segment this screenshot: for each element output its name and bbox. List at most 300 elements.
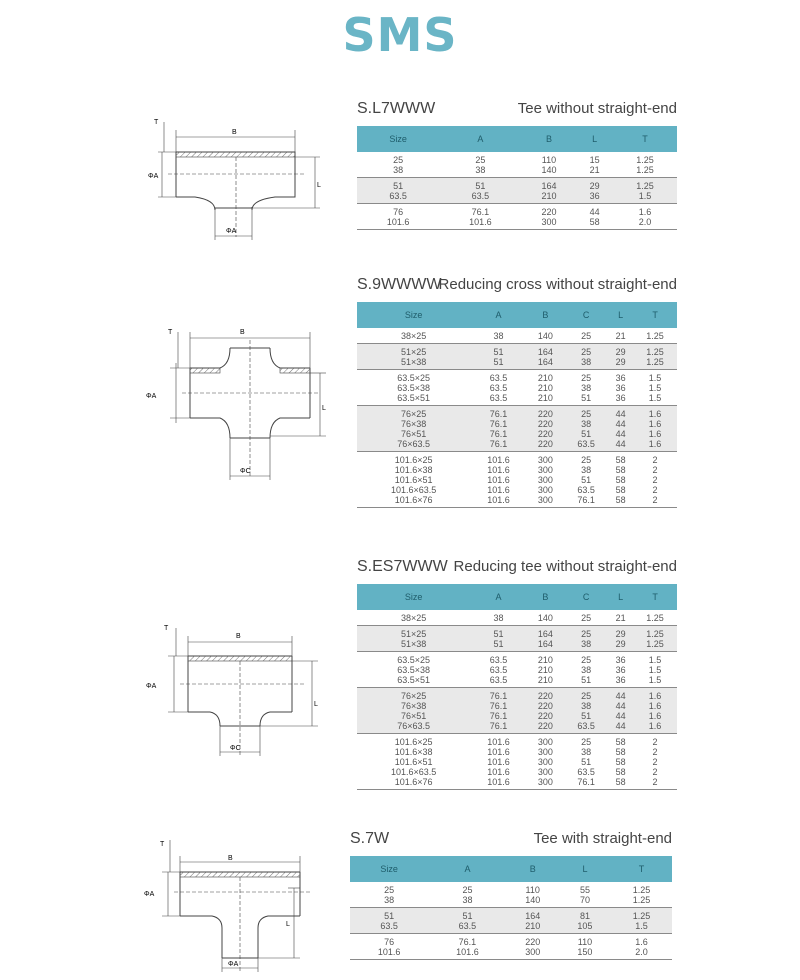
cell-value: 51 — [581, 711, 592, 721]
cell-value: 300 — [537, 747, 553, 757]
cell-value: 44 — [615, 721, 626, 731]
cell-value: 101.6 — [487, 475, 510, 485]
cell-value: 2 — [652, 757, 658, 767]
table-cell — [527, 610, 565, 626]
reducing-tee-diagram — [140, 614, 340, 764]
cell-value: 210 — [541, 191, 557, 201]
column-header: A — [428, 856, 506, 882]
table-cell — [608, 610, 633, 626]
cell-value: 25 — [581, 691, 592, 701]
cell-value: 76.1 — [577, 495, 595, 505]
cell-value: 210 — [537, 665, 553, 675]
table-cell — [608, 734, 633, 790]
cell-value: 58 — [615, 757, 626, 767]
column-header: T — [633, 584, 677, 610]
table-cell — [357, 344, 470, 370]
table-cell — [527, 328, 565, 344]
cell-value: 300 — [537, 777, 553, 787]
table-cell — [608, 344, 633, 370]
cell-value: 38 — [493, 613, 504, 623]
cell-value: 25 — [581, 629, 592, 639]
cell-value: 38 — [581, 419, 592, 429]
cell-value: 63.5 — [489, 655, 508, 665]
table-header-row — [357, 126, 677, 152]
table-cell — [527, 406, 565, 452]
cell-value: 36 — [615, 393, 626, 403]
table-cell — [507, 882, 559, 908]
cell-value: 51 — [475, 181, 486, 191]
table-cell — [564, 652, 608, 688]
table-cell — [564, 370, 608, 406]
table-row — [357, 688, 677, 734]
table-cell — [613, 152, 677, 178]
cell-value: 38 — [581, 639, 592, 649]
table-cell — [350, 882, 428, 908]
cell-value: 101.6×51 — [394, 475, 433, 485]
cell-value: 38 — [581, 665, 592, 675]
cell-value: 300 — [525, 947, 541, 957]
cell-value: 220 — [537, 721, 553, 731]
cell-value: 44 — [589, 207, 600, 217]
table-cell — [633, 406, 677, 452]
cell-value: 15 — [589, 155, 600, 165]
cell-value: 1.6 — [648, 691, 662, 701]
table-cell — [633, 344, 677, 370]
product-title: Reducing tee without straight-end — [453, 558, 677, 575]
cell-value: 38 — [493, 331, 504, 341]
cell-value: 29 — [615, 357, 626, 367]
cell-value: 1.5 — [638, 191, 652, 201]
table-cell — [633, 370, 677, 406]
cell-value: 76.1 — [489, 721, 508, 731]
dim-label-a: ΦA — [148, 173, 159, 180]
column-header: Size — [357, 302, 470, 328]
cell-value: 25 — [581, 373, 592, 383]
cell-value: 1.25 — [646, 331, 664, 341]
table-cell — [439, 152, 521, 178]
table-row — [350, 882, 672, 908]
cell-value: 51 — [493, 347, 504, 357]
cell-value: 63.5 — [489, 383, 508, 393]
cell-value: 76.1 — [489, 711, 508, 721]
cell-value: 140 — [537, 331, 553, 341]
cell-value: 210 — [537, 373, 553, 383]
cell-value: 38 — [393, 165, 404, 175]
dim-label-t: T — [168, 329, 173, 336]
cell-value: 300 — [537, 475, 553, 485]
cell-value: 76×63.5 — [397, 439, 431, 449]
cell-value: 1.5 — [648, 655, 662, 665]
cell-value: 51 — [581, 675, 592, 685]
column-header: L — [608, 302, 633, 328]
cell-value: 101.6 — [487, 767, 510, 777]
table-cell — [357, 204, 439, 230]
dim-label-c: ΦC — [240, 468, 251, 475]
cell-value: 44 — [615, 439, 626, 449]
tee-straight-end-diagram — [140, 836, 340, 976]
cell-value: 76.1 — [489, 429, 508, 439]
cell-value: 63.5 — [471, 191, 490, 201]
table-cell — [357, 370, 470, 406]
cell-value: 210 — [537, 675, 553, 685]
cell-value: 300 — [537, 495, 553, 505]
cell-value: 36 — [615, 373, 626, 383]
product-title: Tee without straight-end — [517, 100, 677, 117]
cell-value: 51 — [581, 757, 592, 767]
dim-label-a: ΦA — [226, 228, 237, 235]
cell-value: 1.6 — [648, 711, 662, 721]
table-header-row — [357, 302, 677, 328]
section-2-table — [357, 276, 677, 508]
cell-value: 1.6 — [638, 207, 652, 217]
cell-value: 164 — [537, 639, 553, 649]
table-row — [357, 370, 677, 406]
table-row — [357, 178, 677, 204]
cell-value: 51 — [581, 475, 592, 485]
table-row — [357, 652, 677, 688]
table-cell — [564, 344, 608, 370]
cell-value: 76.1 — [458, 937, 477, 947]
cell-value: 101.6×25 — [394, 455, 433, 465]
cell-value: 76×38 — [401, 419, 427, 429]
cell-value: 101.6 — [386, 217, 410, 227]
table-cell — [357, 610, 470, 626]
table-cell — [357, 178, 439, 204]
cell-value: 164 — [525, 911, 541, 921]
cell-value: 25 — [462, 885, 473, 895]
cell-value: 38 — [384, 895, 395, 905]
table-cell — [564, 688, 608, 734]
cell-value: 300 — [541, 217, 557, 227]
cell-value: 76×25 — [401, 409, 427, 419]
cell-value: 36 — [615, 665, 626, 675]
cell-value: 1.25 — [646, 629, 664, 639]
table-cell — [507, 934, 559, 960]
table-cell — [470, 626, 526, 652]
cell-value: 63.5 — [458, 921, 477, 931]
table-cell — [611, 882, 672, 908]
cell-value: 101.6 — [469, 217, 492, 227]
cell-value: 38 — [581, 357, 592, 367]
table-cell — [439, 204, 521, 230]
table-row — [357, 204, 677, 230]
cell-value: 220 — [537, 429, 553, 439]
table-cell — [608, 688, 633, 734]
cell-value: 220 — [541, 207, 557, 217]
cell-value: 220 — [537, 409, 553, 419]
table-cell — [357, 152, 439, 178]
table-cell — [357, 734, 470, 790]
cell-value: 1.6 — [648, 721, 662, 731]
cell-value: 1.25 — [632, 885, 651, 895]
column-header: T — [633, 302, 677, 328]
cell-value: 210 — [537, 655, 553, 665]
cell-value: 150 — [577, 947, 593, 957]
cell-value: 25 — [475, 155, 486, 165]
cell-value: 51×25 — [401, 347, 427, 357]
cell-value: 101.6 — [487, 485, 510, 495]
table-cell — [357, 626, 470, 652]
cell-value: 220 — [537, 419, 553, 429]
cell-value: 25 — [384, 885, 395, 895]
cell-value: 101.6 — [487, 455, 510, 465]
table-cell — [527, 652, 565, 688]
table-row — [357, 406, 677, 452]
table-cell — [564, 610, 608, 626]
table-cell — [527, 734, 565, 790]
table-cell — [470, 344, 526, 370]
cell-value: 51 — [462, 911, 473, 921]
table-row — [350, 908, 672, 934]
cell-value: 210 — [537, 393, 553, 403]
table-cell — [357, 406, 470, 452]
table-cell — [564, 452, 608, 508]
table-cell — [559, 882, 611, 908]
cell-value: 210 — [537, 383, 553, 393]
table-cell — [576, 152, 613, 178]
dim-label-a: ΦA — [146, 393, 157, 400]
cell-value: 51×25 — [401, 629, 427, 639]
dim-label-l: L — [286, 921, 290, 928]
cell-value: 101.6×25 — [394, 737, 433, 747]
cell-value: 1.25 — [646, 357, 664, 367]
cell-value: 44 — [615, 409, 626, 419]
cell-value: 63.5×38 — [397, 383, 431, 393]
cell-value: 1.5 — [648, 393, 662, 403]
cell-value: 38×25 — [401, 331, 427, 341]
cell-value: 110 — [525, 885, 540, 895]
table-cell — [564, 328, 608, 344]
cell-value: 63.5×38 — [397, 665, 431, 675]
cell-value: 164 — [537, 347, 553, 357]
table-cell — [470, 452, 526, 508]
table-cell — [608, 328, 633, 344]
cell-value: 36 — [615, 655, 626, 665]
dim-label-t: T — [154, 119, 159, 126]
cell-value: 44 — [615, 429, 626, 439]
column-header: A — [470, 584, 526, 610]
dim-label-b: B — [232, 129, 237, 136]
cell-value: 25 — [581, 331, 592, 341]
cell-value: 51×38 — [401, 357, 427, 367]
cell-value: 2 — [652, 455, 658, 465]
dim-label-b: B — [236, 633, 241, 640]
table-cell — [633, 452, 677, 508]
cell-value: 2 — [652, 465, 658, 475]
cell-value: 63.5 — [489, 665, 508, 675]
cell-value: 63.5 — [577, 485, 595, 495]
cell-value: 44 — [615, 419, 626, 429]
cell-value: 25 — [581, 737, 592, 747]
table-cell — [633, 610, 677, 626]
dim-label-c: ΦC — [230, 745, 241, 752]
cell-value: 2 — [652, 475, 658, 485]
table-cell — [470, 370, 526, 406]
dim-label-l: L — [314, 701, 318, 708]
table-cell — [611, 934, 672, 960]
cell-value: 101.6 — [487, 495, 510, 505]
cell-value: 76×63.5 — [397, 721, 431, 731]
cell-value: 220 — [537, 691, 553, 701]
cell-value: 110 — [577, 937, 593, 947]
table-cell — [357, 652, 470, 688]
cell-value: 1.5 — [635, 921, 648, 931]
spec-table — [357, 126, 677, 230]
dim-label-l: L — [317, 182, 321, 189]
table-cell — [470, 610, 526, 626]
cell-value: 63.5×25 — [397, 655, 431, 665]
table-cell — [428, 934, 506, 960]
dim-label-t: T — [164, 625, 169, 632]
cell-value: 76 — [393, 207, 404, 217]
cell-value: 21 — [589, 165, 600, 175]
cell-value: 1.25 — [636, 165, 654, 175]
cell-value: 300 — [537, 767, 553, 777]
table-cell — [522, 152, 577, 178]
cell-value: 63.5 — [489, 675, 508, 685]
table-cell — [527, 370, 565, 406]
cell-value: 51×38 — [401, 639, 427, 649]
column-header: L — [608, 584, 633, 610]
cell-value: 29 — [615, 347, 626, 357]
table-cell — [439, 178, 521, 204]
cell-value: 1.25 — [636, 155, 654, 165]
cell-value: 55 — [579, 885, 590, 895]
cell-value: 76.1 — [489, 439, 508, 449]
cell-value: 25 — [581, 409, 592, 419]
table-cell — [564, 626, 608, 652]
table-cell — [428, 908, 506, 934]
cross-diagram — [140, 318, 340, 488]
table-cell — [608, 626, 633, 652]
table-cell — [633, 626, 677, 652]
column-header: L — [559, 856, 611, 882]
table-cell — [357, 688, 470, 734]
table-cell — [633, 652, 677, 688]
cell-value: 51 — [493, 629, 504, 639]
column-header: B — [522, 126, 577, 152]
spec-table — [357, 584, 677, 790]
cell-value: 63.5 — [489, 373, 508, 383]
table-cell — [633, 688, 677, 734]
column-header: C — [564, 584, 608, 610]
cell-value: 58 — [615, 777, 626, 787]
cell-value: 101.6×51 — [394, 757, 433, 767]
cell-value: 2.0 — [638, 217, 652, 227]
table-row — [350, 934, 672, 960]
cell-value: 38×25 — [401, 613, 427, 623]
cell-value: 164 — [541, 181, 557, 191]
cell-value: 29 — [615, 639, 626, 649]
cell-value: 164 — [537, 629, 553, 639]
cell-value: 110 — [541, 155, 557, 165]
cell-value: 101.6×38 — [394, 465, 433, 475]
column-header: Size — [350, 856, 428, 882]
cell-value: 1.6 — [648, 439, 662, 449]
spec-table — [350, 856, 672, 960]
tee-diagram — [140, 112, 340, 247]
cell-value: 38 — [462, 895, 473, 905]
cell-value: 1.25 — [632, 895, 651, 905]
table-cell — [527, 626, 565, 652]
cell-value: 1.25 — [646, 639, 664, 649]
cell-value: 76.1 — [489, 409, 508, 419]
cell-value: 36 — [589, 191, 600, 201]
cell-value: 2 — [652, 495, 658, 505]
column-header: B — [507, 856, 559, 882]
cell-value: 58 — [615, 767, 626, 777]
table-cell — [576, 204, 613, 230]
table-cell — [470, 652, 526, 688]
cell-value: 25 — [581, 455, 592, 465]
cell-value: 25 — [581, 613, 592, 623]
cell-value: 51 — [581, 429, 592, 439]
cell-value: 58 — [615, 465, 626, 475]
cell-value: 63.5 — [577, 721, 595, 731]
table-cell — [350, 908, 428, 934]
table-cell — [608, 652, 633, 688]
cell-value: 51 — [393, 181, 404, 191]
cell-value: 1.5 — [648, 383, 662, 393]
cell-value: 300 — [537, 737, 553, 747]
cell-value: 44 — [615, 691, 626, 701]
cell-value: 1.6 — [648, 429, 662, 439]
section-3-table — [357, 558, 677, 790]
table-header-row — [350, 856, 672, 882]
cell-value: 101.6 — [456, 947, 479, 957]
dim-label-b: B — [228, 855, 233, 862]
column-header: T — [613, 126, 677, 152]
table-cell — [564, 734, 608, 790]
table-cell — [633, 328, 677, 344]
table-cell — [559, 934, 611, 960]
table-cell — [357, 328, 470, 344]
table-row — [357, 734, 677, 790]
cell-value: 76×38 — [401, 701, 427, 711]
cell-value: 1.6 — [648, 409, 662, 419]
cell-value: 140 — [537, 613, 553, 623]
cell-value: 76.1 — [489, 691, 508, 701]
cell-value: 44 — [615, 711, 626, 721]
cell-value: 2.0 — [635, 947, 648, 957]
cell-value: 63.5 — [577, 439, 595, 449]
column-header: A — [439, 126, 521, 152]
cell-value: 38 — [581, 701, 592, 711]
cell-value: 70 — [579, 895, 590, 905]
cell-value: 21 — [615, 331, 626, 341]
dim-label-a: ΦA — [228, 961, 239, 968]
cell-value: 63.5 — [380, 921, 398, 931]
cell-value: 220 — [537, 439, 553, 449]
cell-value: 81 — [579, 911, 590, 921]
cell-value: 29 — [615, 629, 626, 639]
cell-value: 51 — [493, 357, 504, 367]
cell-value: 101.6×76 — [394, 777, 433, 787]
product-code: S.7W — [350, 830, 390, 847]
table-cell — [350, 934, 428, 960]
cell-value: 21 — [615, 613, 626, 623]
table-cell — [470, 406, 526, 452]
cell-value: 1.25 — [632, 911, 651, 921]
cell-value: 44 — [615, 701, 626, 711]
table-cell — [559, 908, 611, 934]
cell-value: 101.6×38 — [394, 747, 433, 757]
column-header: T — [611, 856, 672, 882]
cell-value: 210 — [525, 921, 541, 931]
cell-value: 38 — [581, 747, 592, 757]
cell-value: 300 — [537, 455, 553, 465]
dim-label-t: T — [160, 841, 165, 848]
